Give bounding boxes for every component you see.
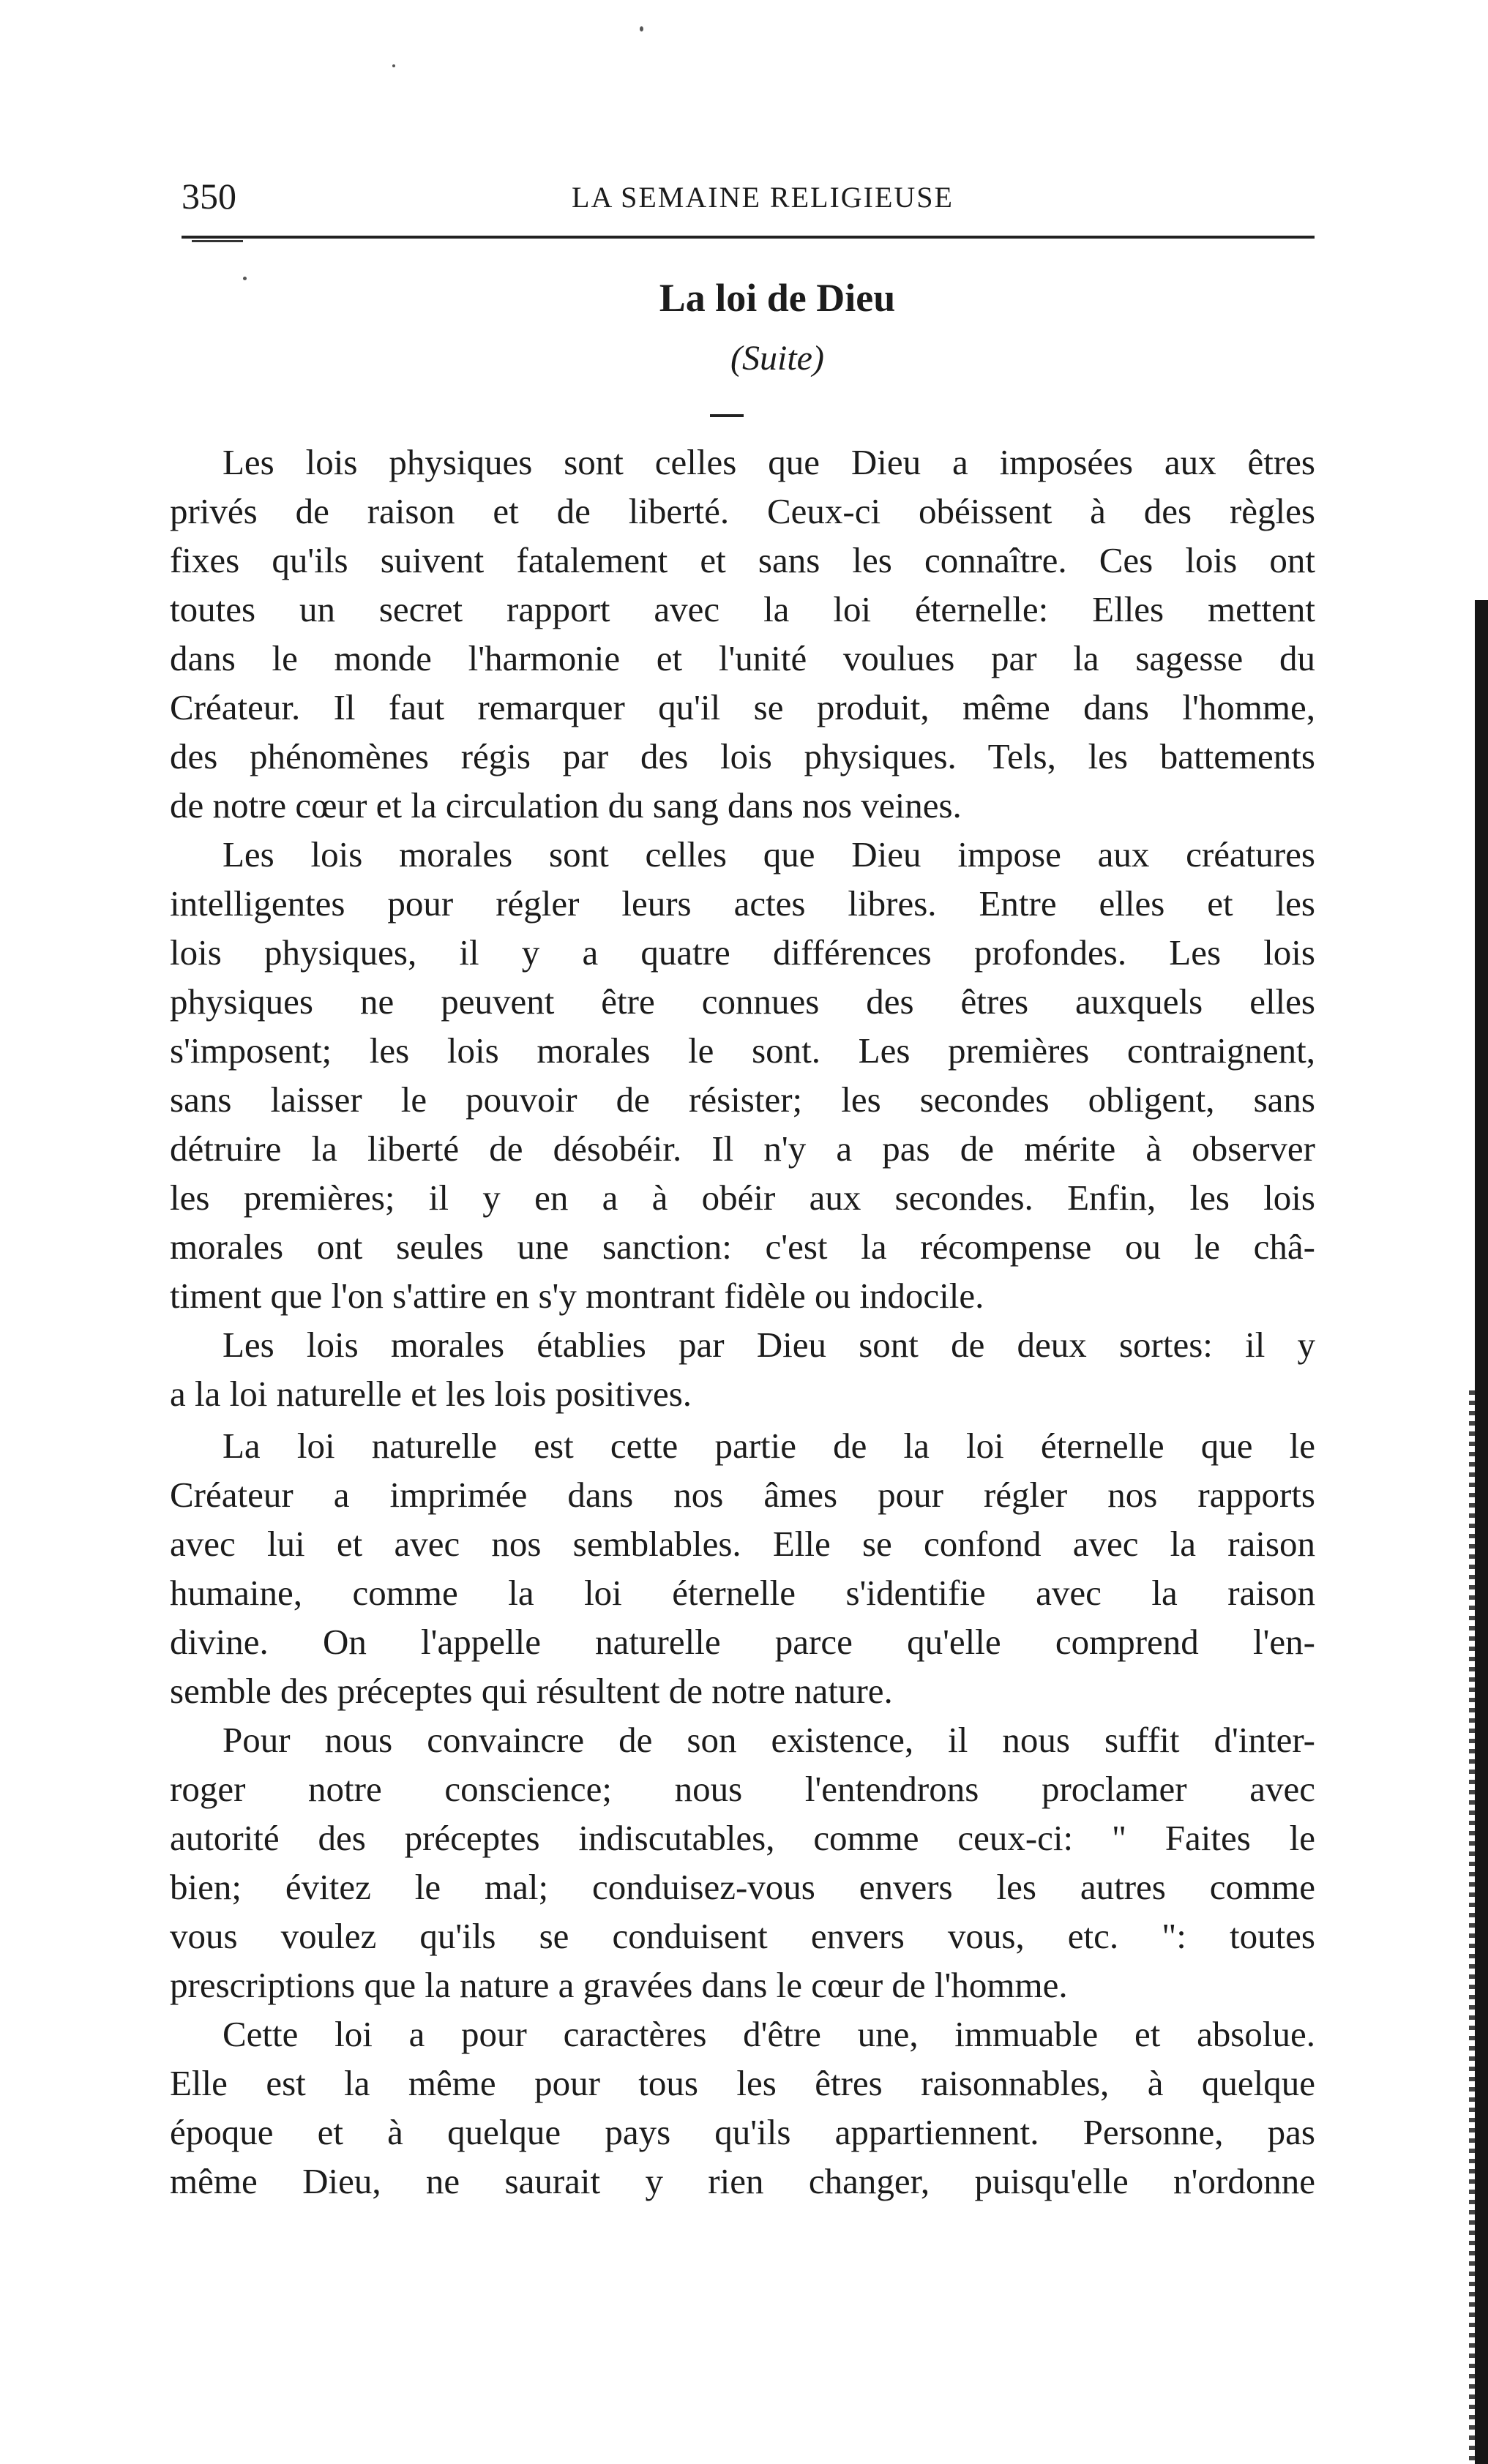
header-rule-tick (192, 240, 243, 242)
text-line: timent que l'on s'attire en s'y montrant fidèle ou indocile. (170, 1276, 984, 1316)
text-line: avec lui et avec nos semblables. Elle se confond avec la raison (170, 1524, 1315, 1564)
text-line: physiques ne peuvent être connues des êtres auxquels elles (170, 981, 1315, 1022)
journal-title: LA SEMAINE RELIGIEUSE (572, 181, 954, 214)
scan-speck (640, 26, 643, 31)
text-line: autorité des préceptes indiscutables, comme ceux-ci: " Faites le (170, 1818, 1315, 1858)
text-line: Cette loi a pour caractères d'être une, immuable et absolue. (223, 2014, 1315, 2054)
text-line: fixes qu'ils suivent fatalement et sans les connaître. Ces lois ont (170, 540, 1315, 580)
text-line: détruire la liberté de désobéir. Il n'y a pas de mérite à observer (170, 1128, 1315, 1169)
text-line: Créateur a imprimée dans nos âmes pour régler nos rapports (170, 1475, 1315, 1515)
text-line: bien; évitez le mal; conduisez-vous envers les autres comme (170, 1867, 1315, 1907)
scan-speck (243, 277, 247, 280)
text-line: Créateur. Il faut remarquer qu'il se produit, même dans l'homme, (170, 687, 1315, 727)
text-line: Les lois morales établies par Dieu sont de deux sortes: il y (223, 1325, 1315, 1365)
scan-edge-noise (1469, 1390, 1475, 2464)
text-line: toutes un secret rapport avec la loi éternelle: Elles mettent (170, 589, 1315, 629)
page-number: 350 (182, 176, 236, 217)
text-line: dans le monde l'harmonie et l'unité voulues par la sagesse du (170, 638, 1315, 678)
text-line: sans laisser le pouvoir de résister; les secondes obligent, sans (170, 1079, 1315, 1120)
article-body (170, 438, 1315, 2206)
article-subtitle: (Suite) (730, 339, 824, 378)
text-line: prescriptions que la nature a gravées dans le cœur de l'homme. (170, 1965, 1068, 2005)
text-line: Elle est la même pour tous les êtres raisonnables, à quelque (170, 2063, 1315, 2103)
text-line: lois physiques, il y a quatre différences profondes. Les lois (170, 932, 1315, 973)
text-line: des phénomènes régis par des lois physiques. Tels, les battements (170, 736, 1315, 776)
text-line: morales ont seules une sanction: c'est la récompense ou le châ- (170, 1227, 1315, 1267)
text-line: les premières; il y en a à obéir aux secondes. Enfin, les lois (170, 1177, 1315, 1218)
text-line: humaine, comme la loi éternelle s'identifie avec la raison (170, 1573, 1315, 1613)
text-line: Pour nous convaincre de son existence, il nous suffit d'inter- (223, 1720, 1315, 1760)
text-line: s'imposent; les lois morales le sont. Les premières contraignent, (170, 1030, 1315, 1071)
text-line: intelligentes pour régler leurs actes libres. Entre elles et les (170, 883, 1315, 924)
scan-edge-shadow (1475, 600, 1488, 2464)
text-line: de notre cœur et la circulation du sang dans nos veines. (170, 785, 962, 825)
text-line: privés de raison et de liberté. Ceux-ci obéissent à des règles (170, 491, 1315, 531)
text-line: roger notre conscience; nous l'entendrons proclamer avec (170, 1769, 1315, 1809)
text-line: vous voulez qu'ils se conduisent envers vous, etc. ": toutes (170, 1916, 1315, 1956)
text-line: Les lois morales sont celles que Dieu impose aux créatures (223, 834, 1315, 875)
title-rule (710, 414, 744, 417)
text-line: Les lois physiques sont celles que Dieu a imposées aux êtres (223, 442, 1315, 482)
header-rule (182, 236, 1315, 239)
article-title: La loi de Dieu (659, 276, 896, 320)
text-line: époque et à quelque pays qu'ils appartiennent. Personne, pas (170, 2112, 1315, 2152)
running-head (182, 174, 1315, 218)
text-line: même Dieu, ne saurait y rien changer, puisqu'elle n'ordonne (170, 2161, 1315, 2201)
text-line: a la loi naturelle et les lois positives. (170, 1374, 692, 1414)
text-line: La loi naturelle est cette partie de la loi éternelle que le (223, 1426, 1315, 1466)
text-line: semble des préceptes qui résultent de notre nature. (170, 1671, 893, 1711)
scan-speck (392, 64, 395, 67)
text-line: divine. On l'appelle naturelle parce qu'elle comprend l'en- (170, 1622, 1315, 1662)
